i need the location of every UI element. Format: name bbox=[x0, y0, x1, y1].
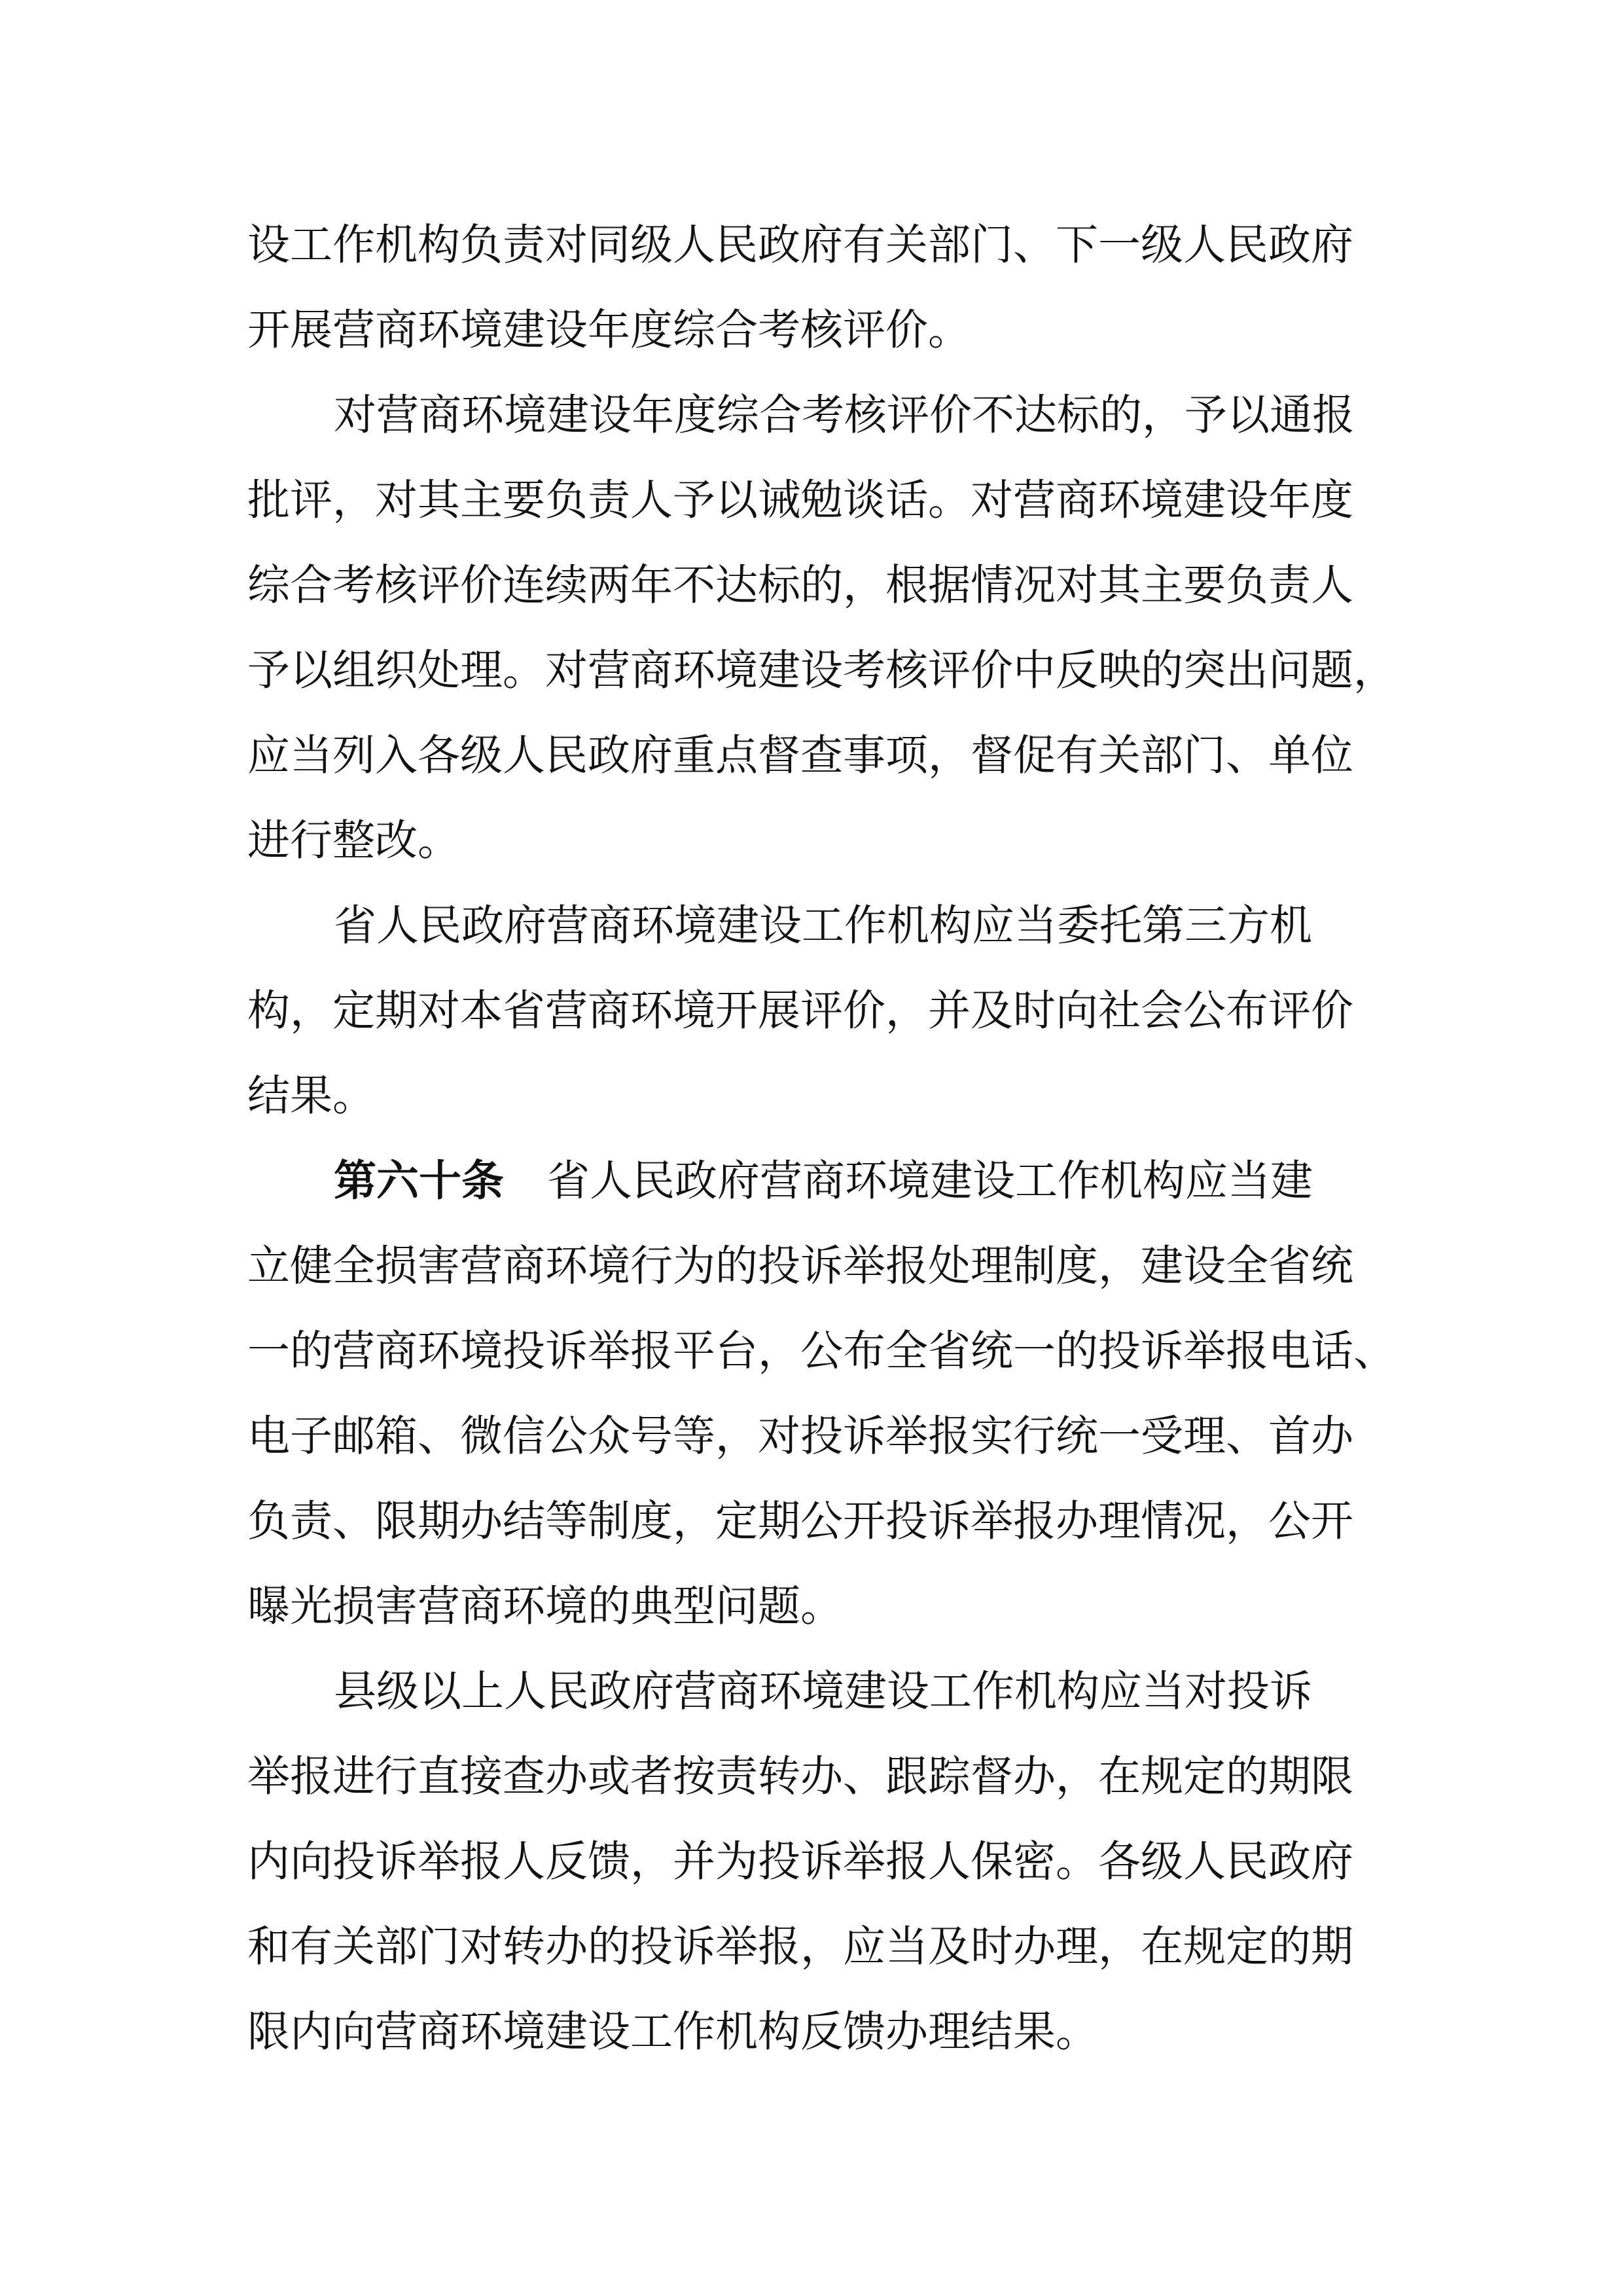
text-line: 构，定期对本省营商环境开展评价，并及时向社会公布评价 bbox=[247, 986, 1354, 1035]
text-line: 结果。 bbox=[247, 1071, 376, 1121]
text-line: 一的营商环境投诉举报平台，公布全省统一的投诉举报电话、 bbox=[247, 1327, 1397, 1376]
text-line: 进行整改。 bbox=[247, 816, 461, 865]
text-line: 开展营商环境建设年度综合考核评价。 bbox=[247, 306, 971, 355]
text-line: 负责、限期办结等制度，定期公开投诉举报办理情况，公开 bbox=[247, 1497, 1354, 1546]
text-segment: 省人民政府营商环境建设工作机构应当建 bbox=[547, 1157, 1313, 1206]
text-line: 县级以上人民政府营商环境建设工作机构应当对投诉 bbox=[334, 1667, 1313, 1716]
text-line: 综合考核评价连续两年不达标的，根据情况对其主要负责人 bbox=[247, 561, 1354, 610]
article-60 bbox=[247, 1139, 1399, 1649]
text-line: 限内向营商环境建设工作机构反馈办理结果。 bbox=[247, 2007, 1099, 2056]
text-line: 对营商环境建设年度综合考核评价不达标的，予以通报 bbox=[334, 391, 1355, 440]
text-line: 曝光损害营商环境的典型问题。 bbox=[247, 1582, 844, 1631]
text-line: 立健全损害营商环境行为的投诉举报处理制度，建设全省统 bbox=[247, 1242, 1354, 1291]
article-number: 第六十条 bbox=[334, 1157, 505, 1206]
text-line: 应当列入各级人民政府重点督查事项，督促有关部门、单位 bbox=[247, 731, 1354, 780]
paragraph-5 bbox=[247, 1649, 1399, 2075]
text-line: 批评，对其主要负责人予以诫勉谈话。对营商环境建设年度 bbox=[247, 476, 1354, 525]
text-line: 内向投诉举报人反馈，并为投诉举报人保密。各级人民政府 bbox=[247, 1837, 1354, 1886]
text-line: 举报进行直接查办或者按责转办、跟踪督办，在规定的期限 bbox=[247, 1752, 1354, 1801]
article-heading-line bbox=[247, 1139, 1399, 1224]
text-line: 和有关部门对转办的投诉举报，应当及时办理，在规定的期 bbox=[247, 1922, 1354, 1971]
text-line: 电子邮箱、微信公众号等，对投诉举报实行统一受理、首办 bbox=[247, 1412, 1354, 1461]
text-line: 予以组织处理。对营商环境建设考核评价中反映的突出问题， bbox=[247, 646, 1397, 695]
text-line: 设工作机构负责对同级人民政府有关部门、下一级人民政府 bbox=[247, 221, 1354, 270]
paragraph-3 bbox=[247, 884, 1399, 1139]
paragraph-1 bbox=[247, 203, 1399, 373]
paragraph-2 bbox=[247, 373, 1399, 884]
text-line: 省人民政府营商环境建设工作机构应当委托第三方机 bbox=[334, 901, 1313, 950]
document-body bbox=[247, 203, 1399, 2075]
